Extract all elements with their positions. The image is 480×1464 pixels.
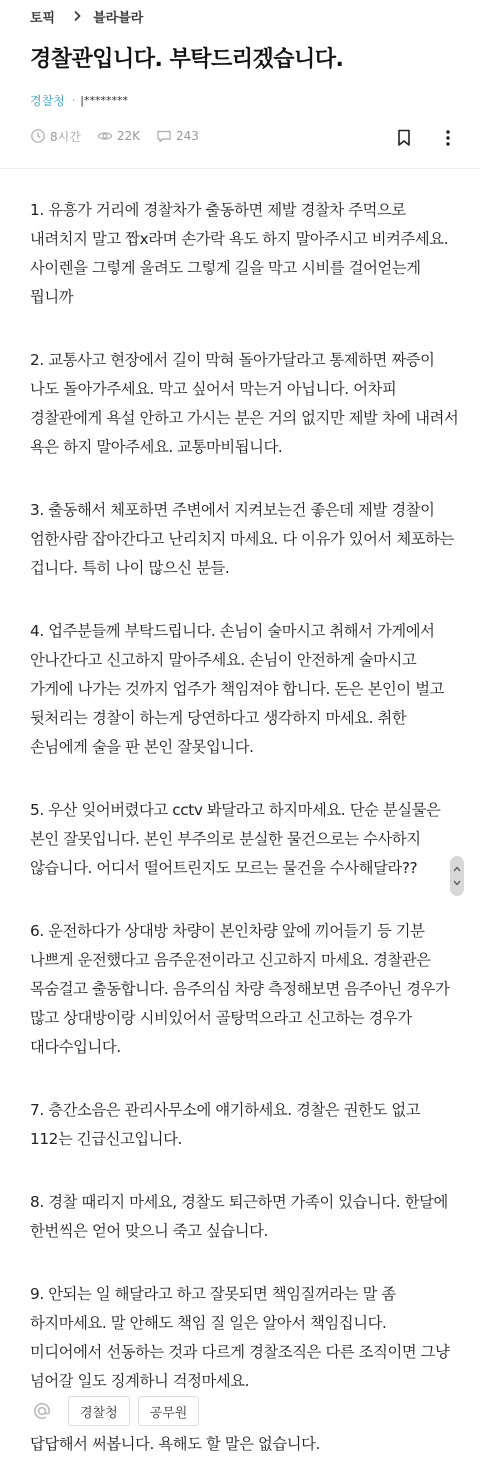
more-options-button[interactable] xyxy=(436,126,460,150)
post-views xyxy=(97,128,140,144)
breadcrumb-topic-link[interactable]: 토픽 xyxy=(30,10,56,26)
post-body xyxy=(30,196,460,1464)
scrollbar-thumb[interactable] xyxy=(450,856,464,896)
post-views-text: 22K xyxy=(116,129,140,143)
post-stats xyxy=(30,124,215,148)
comment-icon xyxy=(156,128,172,144)
post-time xyxy=(30,128,81,145)
post-paragraph: 5. 우산 잊어버렸다고 cctv 봐달라고 하지마세요. 단순 분실물은 본인 잘못입니다. 본인 부주의로 분실한 물건으로는 수사하지 않습니다. 어디서 떨어트린지도 모르는 물건을 수사해달라?? xyxy=(30,801,441,877)
post-paragraph: 3. 출동해서 체포하면 주변에서 지켜보는건 좋은데 제발 경찰이 엄한사람 잡아간다고 난리치지 마세요. 다 이유가 있어서 체포하는 겁니다. 특히 나이 많으신 분들. xyxy=(30,501,454,577)
more-vertical-icon xyxy=(445,129,451,147)
author-separator: · xyxy=(71,94,76,107)
author-nickname: |******** xyxy=(80,94,128,107)
breadcrumb xyxy=(30,4,143,28)
tag-chip[interactable]: 공무원 xyxy=(138,1396,200,1426)
tag-list xyxy=(30,1396,207,1426)
chevron-down-icon xyxy=(453,880,461,886)
post-paragraph: 6. 운전하다가 상대방 차량이 본인차량 앞에 끼어들기 등 기분 나쁘게 운전했다고 음주운전이라고 신고하지 마세요. 경찰관은 목숨걸고 출동합니다. 음주의심 차량 측정해보면 음주아닌 경우가 많고 상대방이랑 시비있어서 골탕먹으라고 신고하는 경우가 대다수입니다. xyxy=(30,922,450,1056)
post-title: 경찰관입니다. 부탁드리겠습니다. xyxy=(30,47,344,72)
chevron-right-icon xyxy=(65,4,89,28)
tag-chip[interactable]: 경찰청 xyxy=(68,1396,130,1426)
post-paragraph: 답답해서 써봅니다. 욕해도 할 말은 없습니다. xyxy=(30,1435,321,1453)
post-paragraph: 7. 층간소음은 관리사무소에 얘기하세요. 경찰은 권한도 없고 112는 긴급신고입니다. xyxy=(30,1101,421,1148)
post-comments[interactable] xyxy=(156,128,199,144)
chevron-up-icon xyxy=(453,866,461,872)
header-divider xyxy=(0,168,480,169)
clock-icon xyxy=(30,128,46,144)
eye-icon xyxy=(97,128,113,144)
post-paragraph: 8. 경찰 때리지 마세요, 경찰도 퇴근하면 가족이 있습니다. 한달에 한번씩은 얻어 맞으니 죽고 싶습니다. xyxy=(30,1193,448,1240)
post-time-text: 8시간 xyxy=(50,129,81,144)
post-comments-text: 243 xyxy=(175,129,199,143)
at-sign-icon xyxy=(30,1399,54,1423)
breadcrumb-board-link[interactable]: 블라블라 xyxy=(93,10,144,26)
author-company[interactable]: 경찰청 xyxy=(30,94,65,108)
bookmark-button[interactable] xyxy=(392,126,416,150)
post-paragraph: 9. 안되는 일 해달라고 하고 잘못되면 책임질꺼라는 말 좀 하지마세요. 말 안해도 책임 질 일은 알아서 책임집니다. 미디어에서 선동하는 것과 다르게 경찰조직은 다른 조직이면 그냥 넘어갈 일도 징계하니 걱정마세요. xyxy=(30,1285,450,1390)
post-paragraph: 1. 유흥가 거리에 경찰차가 출동하면 제발 경찰차 주먹으로 내려치지 말고 짭x라며 손가락 욕도 하지 말아주시고 비켜주세요. 사이렌을 그렇게 울려도 그렇게 길을 막고 시비를 걸어얻는게 뭡니까 xyxy=(30,201,449,306)
bookmark-icon xyxy=(396,129,412,147)
post-author xyxy=(30,92,128,110)
post-paragraph: 2. 교통사고 현장에서 길이 막혀 돌아가달라고 통제하면 짜증이 나도 돌아가주세요. 막고 싶어서 막는거 아닙니다. 어차피 경찰관에게 욕설 안하고 가시는 분은 거의 없지만 제발 차에 내려서 욕은 하지 말아주세요. 교통마비됩니다. xyxy=(30,351,459,456)
post-paragraph: 4. 업주분들께 부탁드립니다. 손님이 술마시고 취해서 가게에서 안나간다고 신고하지 말아주세요. 손님이 안전하게 술마시고 가게에 나가는 것까지 업주가 책임져야 합니다. 돈은 본인이 벌고 뒷처리는 경찰이 하는게 당연하다고 생각하지 마세요. 취한 손님에게 술을 판 본인 잘못입니다. xyxy=(30,622,444,756)
